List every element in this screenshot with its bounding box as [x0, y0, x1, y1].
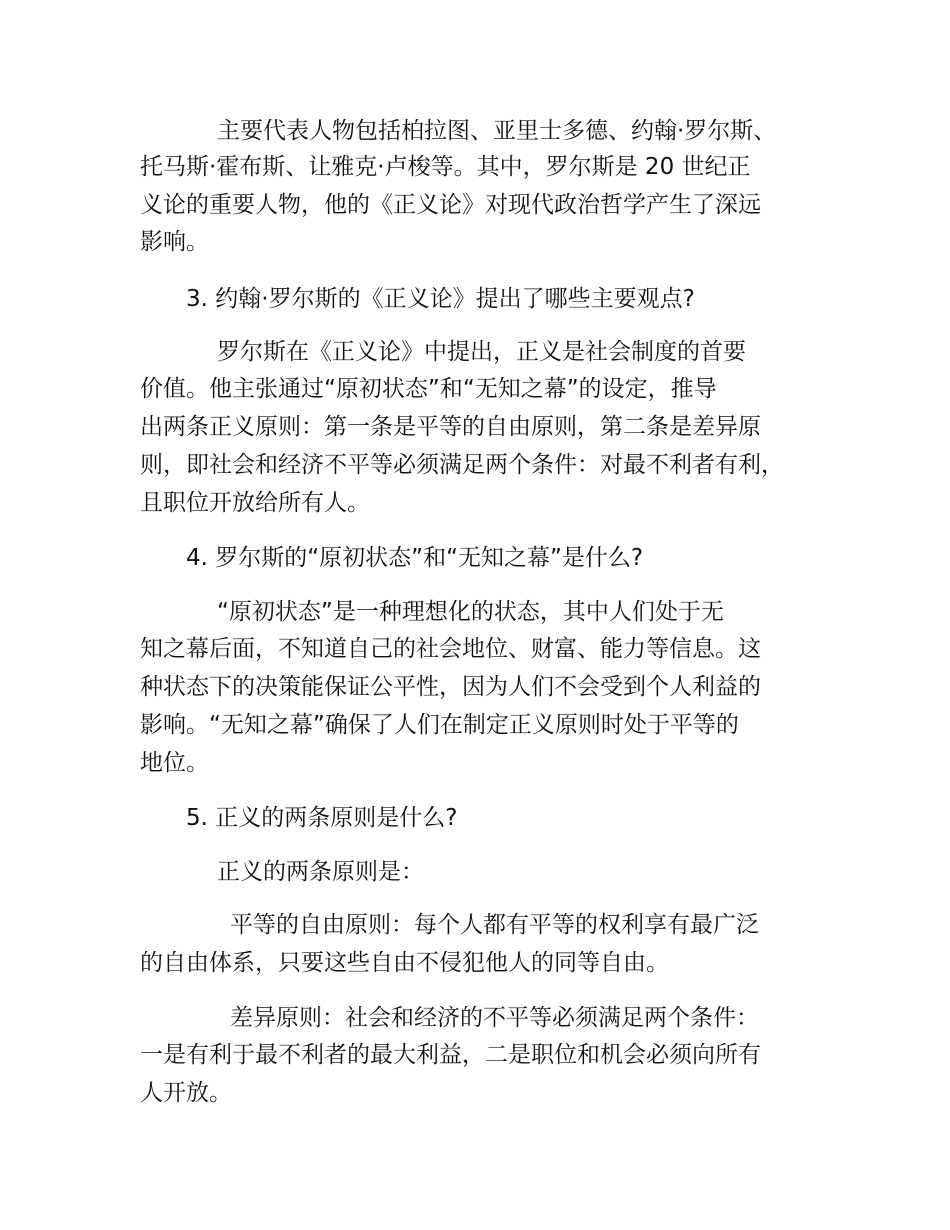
text-line: 罗尔斯在《正义论》中提出，正义是社会制度的首要 [217, 339, 746, 365]
text-line: 差异原则：社会和经济的不平等必须满足两个条件： [230, 1005, 759, 1031]
text-line: 影响。“无知之幕”确保了人们在制定正义原则时处于平等的 [140, 712, 739, 738]
text-line: 且职位开放给所有人。 [140, 490, 370, 516]
text-line: 主要代表人物包括柏拉图、亚里士多德、约翰·罗尔斯、 [217, 118, 777, 144]
question-5-heading: 5. 正义的两条原则是什么? [186, 805, 458, 831]
question-4-heading: 4. 罗尔斯的“原初状态”和“无知之幕”是什么? [186, 545, 644, 571]
question-3-heading: 3. 约翰·罗尔斯的《正义论》提出了哪些主要观点? [186, 286, 695, 312]
text-line: 价值。他主张通过“原初状态”和“无知之幕”的设定，推导 [140, 376, 717, 402]
text-line: “原初状态”是一种理想化的状态，其中人们处于无 [217, 599, 724, 625]
text-line: 平等的自由原则：每个人都有平等的权利享有最广泛 [230, 912, 759, 938]
text-line: 则，即社会和经济不平等必须满足两个条件：对最不利者有利， [140, 452, 784, 478]
text-line: 影响。 [140, 229, 209, 255]
text-line: 出两条正义原则：第一条是平等的自由原则，第二条是差异原 [140, 414, 761, 440]
text-line: 托马斯·霍布斯、让雅克·卢梭等。其中，罗尔斯是 20 世纪正 [140, 154, 751, 180]
answer-5-intro: 正义的两条原则是： [217, 859, 424, 885]
text-line: 种状态下的决策能保证公平性，因为人们不会受到个人利益的 [140, 674, 761, 700]
text-line: 知之幕后面，不知道自己的社会地位、财富、能力等信息。这 [140, 636, 761, 662]
text-line: 人开放。 [140, 1080, 232, 1106]
text-line: 义论的重要人物，他的《正义论》对现代政治哲学产生了深远 [140, 192, 761, 218]
text-line: 一是有利于最不利者的最大利益，二是职位和机会必须向所有 [140, 1042, 761, 1068]
text-line: 地位。 [140, 750, 209, 776]
text-line: 的自由体系，只要这些自由不侵犯他人的同等自由。 [140, 950, 669, 976]
